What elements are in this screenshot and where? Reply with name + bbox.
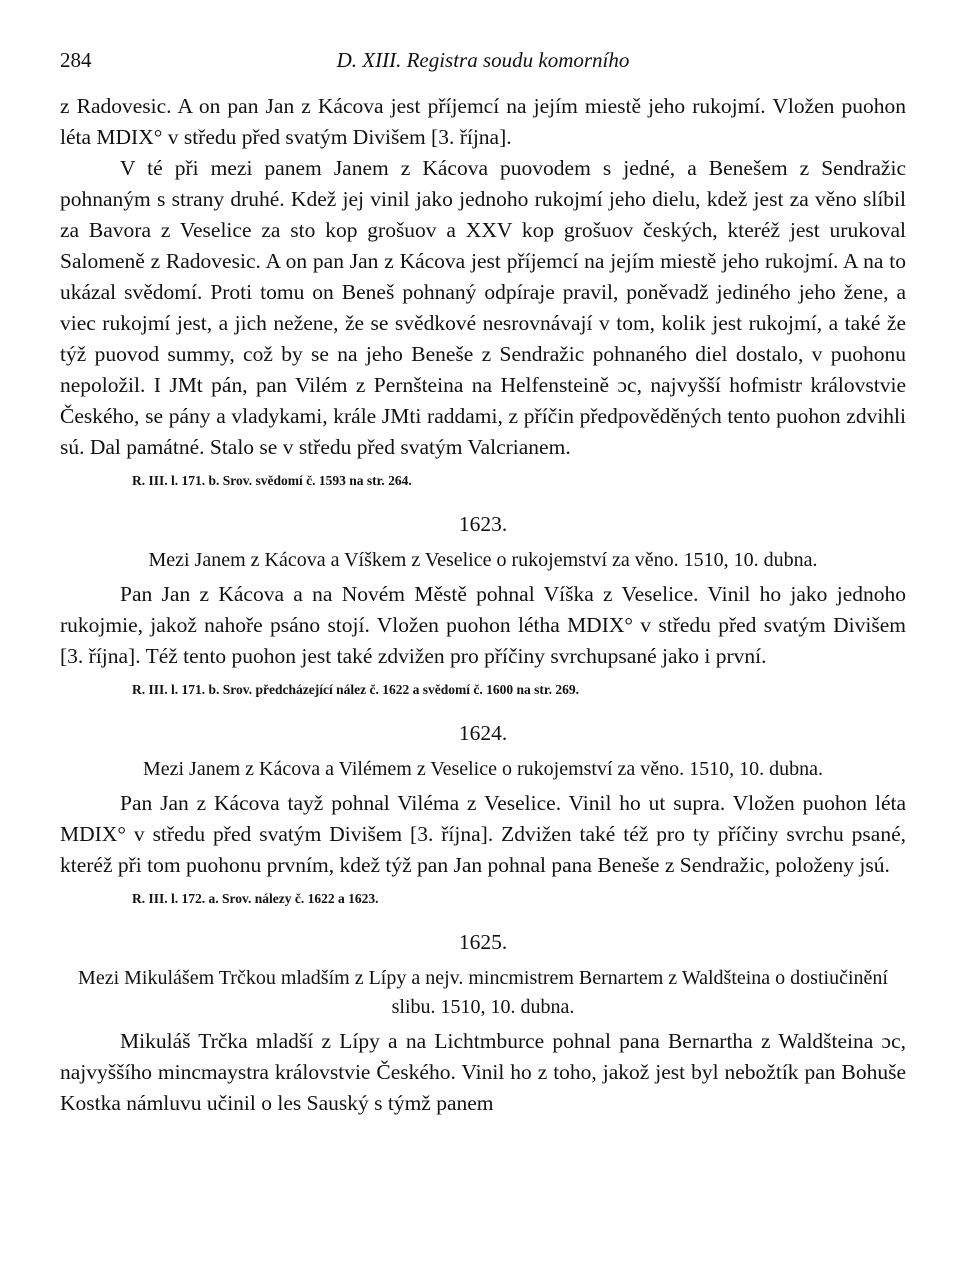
entry-heading: Mezi Mikulášem Trčkou mladším z Lípy a nejv. mincmistrem Bernartem z Waldšteina o dostiučinění slibu. 1510, 10. dubna. — [78, 967, 888, 1018]
entry-1623 — [60, 510, 906, 705]
document-page — [60, 40, 906, 1119]
source-reference: R. III. l. 171. b. Srov. předcházející nález č. 1622 a svědomí č. 1600 na str. 269. — [132, 682, 579, 697]
entry-number: 1624. — [458, 721, 508, 745]
entry-1624 — [60, 719, 906, 914]
source-reference: R. III. l. 172. a. Srov. nálezy č. 1622 a 1623. — [132, 891, 379, 906]
entry-number: 1625. — [458, 930, 508, 954]
verdict-paragraph: V té při mezi panem Janem z Kácova puovodem s jedné, a Benešem z Sendražic pohnaným s strany druhé. Kdež jej vinil jako jednoho rukojmí jeho dielu, kdež jest za věno slíbil za Bavora z Veselice za sto kop grošuov a XXV kop grošuov českých, kteréž jest urukoval Salomeně z Radovesic. A on pan Jan z Kácova jest příjemcí na jejím miestě jeho rukojmí. A na to ukázal svědomí. Proti tomu on Beneš pohnaný odpíraje pravil, poněvadž jediného jeho žene, a viec rukojmí jest, a jich nežene, že se svědkové nesrovnávají v tom, kolik jest rukojmí, a také že týž puovod summy, což by se na jeho Beneše z Sendražic pohnaného diel dostalo, v puohonu nepoložil. I JMt pán, pan Vilém z Pernšteina na Helfensteině ɔc, najvyšší hofmistr královstvie Českého, se pány a vladykami, krále JMti raddami, z příčin předpověděných tento puohon zdvihli sú. Dal památné. Stalo se v středu před svatým Valcrianem. — [60, 156, 906, 459]
entry-text: Mikuláš Trčka mladší z Lípy a na Lichtmburce pohnal pana Bernartha z Waldšteina ɔc, najvyššího mincmaystra královstvie Českého. Vinil ho z toho, jakož jest byl nebožtík pan Bohuše Kostka námluvu učinil o les Sauský s týmž panem — [60, 1029, 906, 1115]
page-header — [60, 40, 906, 74]
entry-text: Pan Jan z Kácova tayž pohnal Viléma z Veselice. Vinil ho ut supra. Vložen puohon léta MDIX° v středu před svatým Divišem [3. října]. Zdvižen také též pro ty příčiny svrchu psané, kteréž při tom puohonu prvním, kdež týž pan Jan pohnal pana Beneše z Sendražic, položeny jsú. — [60, 791, 906, 877]
page-number: 284 — [60, 48, 92, 72]
entry-number: 1623. — [458, 512, 508, 536]
continued-paragraph: z Radovesic. A on pan Jan z Kácova jest příjemcí na jejím miestě jeho rukojmí. Vložen puohon léta MDIX° v středu před svatým Divišem [3. října]. — [60, 94, 906, 149]
entry-heading: Mezi Janem z Kácova a Vilémem z Veselice o rukojemství za věno. 1510, 10. dubna. — [142, 758, 824, 780]
entry-heading: Mezi Janem z Kácova a Víškem z Veselice o rukojemství za věno. 1510, 10. dubna. — [148, 549, 818, 571]
running-title: D. XIII. Registra soudu komorního — [336, 48, 630, 72]
source-reference: R. III. l. 171. b. Srov. svědomí č. 1593 na str. 264. — [132, 473, 412, 488]
entry-text: Pan Jan z Kácova a na Novém Městě pohnal Víška z Veselice. Vinil ho jako jednoho rukojmie, jakož nahoře psáno stojí. Vložen puohon létha MDIX° v středu před svatým Divišem [3. října]. Též tento puohon jest také zdvižen pro příčiny svrchupsané jako i první. — [60, 582, 906, 668]
entry-1625 — [60, 928, 906, 1119]
